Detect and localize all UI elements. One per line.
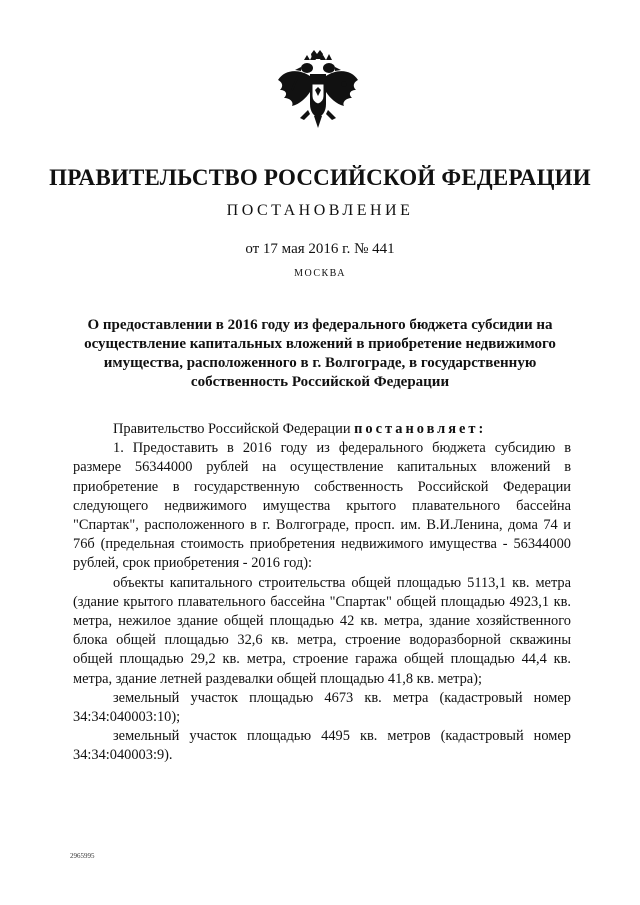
preamble-verb: постановляет: bbox=[354, 421, 487, 437]
government-name: ПРАВИТЕЛЬСТВО РОССИЙСКОЙ ФЕДЕРАЦИИ bbox=[49, 165, 591, 190]
preamble-paragraph bbox=[73, 420, 571, 439]
city: МОСКВА bbox=[294, 268, 346, 279]
paragraph-objects: объекты капитального строительства общей площадью 5113,1 кв. метра (здание крытого плавательного бассейна "Спартак" общей площадью 4923,1 кв. метра, нежилое здание общей площадью 42 кв. метра, здание хозяйственного блока общей площадью 32,6 кв. метра, строение водоразборной скважины общей площадью 29,2 кв. метра, строение гаража общей площадью 44,4 кв. метра, здание летней раздевалки общей площадью 41,8 кв. метра); bbox=[73, 574, 571, 687]
document-body bbox=[73, 420, 571, 766]
document-date-number: от 17 мая 2016 г. № 441 bbox=[245, 241, 395, 257]
coat-of-arms-icon bbox=[270, 50, 366, 146]
document-code: 2965995 bbox=[70, 852, 95, 860]
title-line: имущества, расположенного в г. Волгограде, в государственную bbox=[103, 355, 537, 371]
title-line: О предоставлении в 2016 году из федерального бюджета субсидии на bbox=[87, 317, 553, 333]
preamble-text: Правительство Российской Федерации bbox=[113, 421, 355, 437]
title-line: осуществление капитальных вложений в приобретение недвижимого bbox=[84, 336, 556, 352]
paragraph-land-plot-2: земельный участок площадью 4495 кв. метров (кадастровый номер 34:34:040003:9). bbox=[73, 728, 571, 764]
title-line: собственность Российской Федерации bbox=[190, 374, 450, 390]
document-title bbox=[80, 316, 560, 392]
document-type: ПОСТАНОВЛЕНИЕ bbox=[226, 202, 414, 219]
paragraph-1: 1. Предоставить в 2016 году из федерального бюджета субсидию в размере 56344000 рублей на осуществление капитальных вложений в приобретение в государственную собственность Российской Федерации следующего недвижимого имущества крытого плавательного бассейна "Спартак", расположенного в г. Волгограде, просп. им. В.И.Ленина, дома 74 и 76б (предельная стоимость приобретения недвижимого имущества - 56344000 рублей, срок приобретения - 2016 год): bbox=[73, 440, 571, 572]
paragraph-land-plot-1: земельный участок площадью 4673 кв. метра (кадастровый номер 34:34:040003:10); bbox=[73, 689, 571, 726]
